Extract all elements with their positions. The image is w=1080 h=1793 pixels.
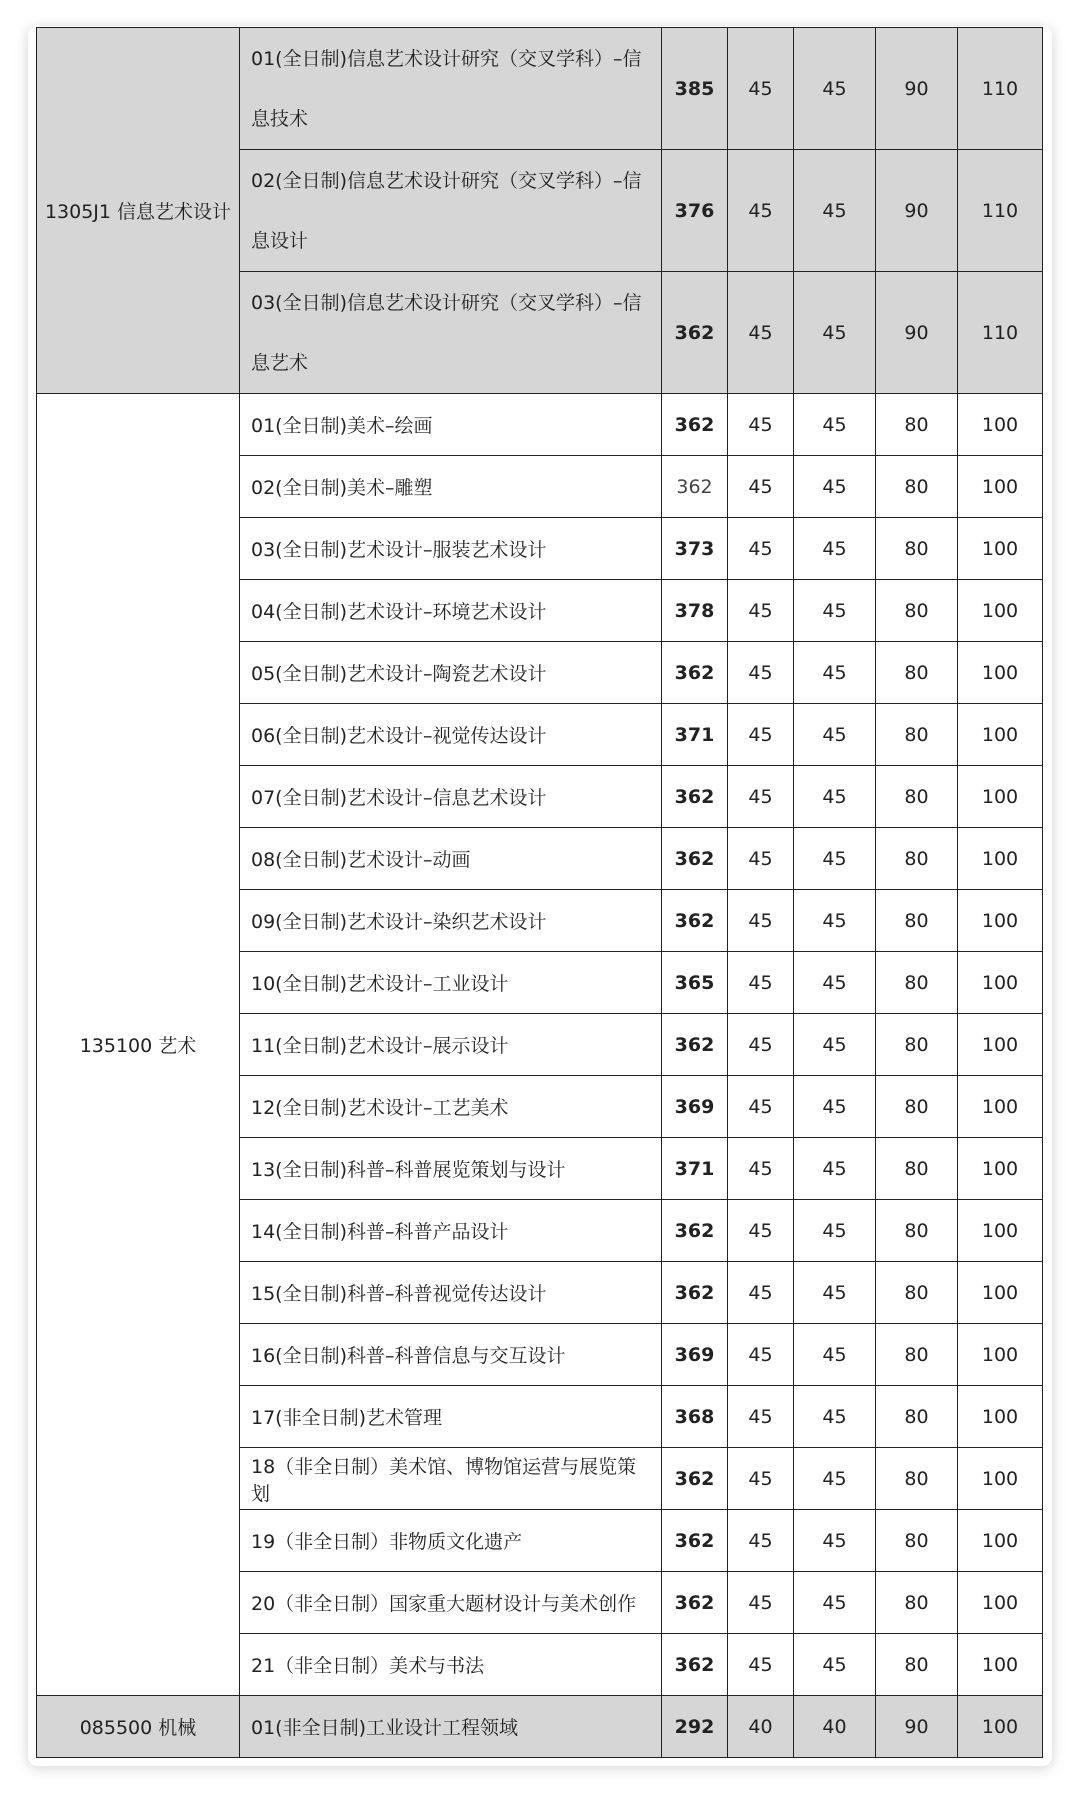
english-score-cell: 45 — [794, 642, 876, 704]
english-score-cell: 45 — [794, 580, 876, 642]
direction-cell: 11(全日制)艺术设计–展示设计 — [240, 1014, 662, 1076]
politics-score-cell: 45 — [728, 1262, 794, 1324]
direction-cell: 03(全日制)信息艺术设计研究（交叉学科）–信息艺术 — [240, 272, 662, 394]
total-score-cell: 292 — [662, 1696, 728, 1758]
direction-cell: 04(全日制)艺术设计–环境艺术设计 — [240, 580, 662, 642]
direction-cell: 01(全日制)美术–绘画 — [240, 394, 662, 456]
english-score-cell: 45 — [794, 1634, 876, 1696]
direction-cell: 03(全日制)艺术设计–服装艺术设计 — [240, 518, 662, 580]
english-score-cell: 45 — [794, 1262, 876, 1324]
direction-cell: 10(全日制)艺术设计–工业设计 — [240, 952, 662, 1014]
direction-cell: 06(全日制)艺术设计–视觉传达设计 — [240, 704, 662, 766]
table-row — [37, 28, 1043, 150]
english-score-cell: 45 — [794, 518, 876, 580]
total-score-cell: 362 — [662, 1572, 728, 1634]
subject2-score-cell: 100 — [958, 394, 1043, 456]
total-score-cell: 368 — [662, 1386, 728, 1448]
direction-cell: 05(全日制)艺术设计–陶瓷艺术设计 — [240, 642, 662, 704]
english-score-cell: 45 — [794, 272, 876, 394]
subject2-score-cell: 100 — [958, 828, 1043, 890]
subject1-score-cell: 80 — [876, 1510, 958, 1572]
english-score-cell: 45 — [794, 1386, 876, 1448]
politics-score-cell: 45 — [728, 518, 794, 580]
table-row — [37, 1696, 1043, 1758]
subject2-score-cell: 100 — [958, 1138, 1043, 1200]
politics-score-cell: 45 — [728, 272, 794, 394]
subject1-score-cell: 80 — [876, 766, 958, 828]
table-body — [37, 28, 1043, 1758]
total-score-cell: 373 — [662, 518, 728, 580]
subject2-score-cell: 100 — [958, 952, 1043, 1014]
politics-score-cell: 45 — [728, 580, 794, 642]
total-score-cell: 362 — [662, 1510, 728, 1572]
english-score-cell: 45 — [794, 150, 876, 272]
subject1-score-cell: 80 — [876, 1572, 958, 1634]
total-score-cell: 371 — [662, 1138, 728, 1200]
direction-cell: 17(非全日制)艺术管理 — [240, 1386, 662, 1448]
subject1-score-cell: 90 — [876, 28, 958, 150]
subject2-score-cell: 100 — [958, 1386, 1043, 1448]
total-score-cell: 362 — [662, 890, 728, 952]
english-score-cell: 45 — [794, 828, 876, 890]
politics-score-cell: 45 — [728, 1448, 794, 1510]
politics-score-cell: 45 — [728, 1572, 794, 1634]
subject2-score-cell: 100 — [958, 1014, 1043, 1076]
direction-cell: 02(全日制)信息艺术设计研究（交叉学科）–信息设计 — [240, 150, 662, 272]
direction-cell: 15(全日制)科普–科普视觉传达设计 — [240, 1262, 662, 1324]
major-cell: 1305J1 信息艺术设计 — [37, 28, 240, 394]
subject1-score-cell: 80 — [876, 1076, 958, 1138]
english-score-cell: 45 — [794, 1200, 876, 1262]
english-score-cell: 45 — [794, 766, 876, 828]
subject2-score-cell: 100 — [958, 1510, 1043, 1572]
subject1-score-cell: 80 — [876, 828, 958, 890]
politics-score-cell: 45 — [728, 952, 794, 1014]
total-score-cell: 362 — [662, 1014, 728, 1076]
politics-score-cell: 40 — [728, 1696, 794, 1758]
total-score-cell: 385 — [662, 28, 728, 150]
subject1-score-cell: 80 — [876, 642, 958, 704]
politics-score-cell: 45 — [728, 766, 794, 828]
subject1-score-cell: 80 — [876, 1386, 958, 1448]
subject1-score-cell: 80 — [876, 1138, 958, 1200]
politics-score-cell: 45 — [728, 28, 794, 150]
subject1-score-cell: 80 — [876, 704, 958, 766]
direction-cell: 02(全日制)美术–雕塑 — [240, 456, 662, 518]
subject1-score-cell: 80 — [876, 1014, 958, 1076]
politics-score-cell: 45 — [728, 1634, 794, 1696]
politics-score-cell: 45 — [728, 150, 794, 272]
english-score-cell: 45 — [794, 704, 876, 766]
subject2-score-cell: 100 — [958, 1634, 1043, 1696]
total-score-cell: 371 — [662, 704, 728, 766]
total-score-cell: 365 — [662, 952, 728, 1014]
subject2-score-cell: 100 — [958, 518, 1043, 580]
direction-cell: 19（非全日制）非物质文化遗产 — [240, 1510, 662, 1572]
politics-score-cell: 45 — [728, 1200, 794, 1262]
direction-cell: 01(全日制)信息艺术设计研究（交叉学科）–信息技术 — [240, 28, 662, 150]
english-score-cell: 45 — [794, 1014, 876, 1076]
english-score-cell: 45 — [794, 1076, 876, 1138]
subject1-score-cell: 80 — [876, 1262, 958, 1324]
total-score-cell: 376 — [662, 150, 728, 272]
direction-cell: 20（非全日制）国家重大题材设计与美术创作 — [240, 1572, 662, 1634]
english-score-cell: 45 — [794, 28, 876, 150]
major-cell: 135100 艺术 — [37, 394, 240, 1696]
politics-score-cell: 45 — [728, 394, 794, 456]
subject1-score-cell: 80 — [876, 580, 958, 642]
direction-cell: 14(全日制)科普–科普产品设计 — [240, 1200, 662, 1262]
politics-score-cell: 45 — [728, 642, 794, 704]
politics-score-cell: 45 — [728, 1324, 794, 1386]
total-score-cell: 362 — [662, 456, 728, 518]
major-cell: 085500 机械 — [37, 1696, 240, 1758]
subject1-score-cell: 80 — [876, 890, 958, 952]
english-score-cell: 45 — [794, 890, 876, 952]
politics-score-cell: 45 — [728, 1076, 794, 1138]
english-score-cell: 45 — [794, 456, 876, 518]
politics-score-cell: 45 — [728, 890, 794, 952]
subject2-score-cell: 100 — [958, 1572, 1043, 1634]
politics-score-cell: 45 — [728, 1138, 794, 1200]
subject1-score-cell: 90 — [876, 150, 958, 272]
direction-cell: 18（非全日制）美术馆、博物馆运营与展览策划 — [240, 1448, 662, 1510]
direction-cell: 01(非全日制)工业设计工程领域 — [240, 1696, 662, 1758]
score-table — [36, 27, 1043, 1758]
subject1-score-cell: 80 — [876, 1448, 958, 1510]
english-score-cell: 40 — [794, 1696, 876, 1758]
subject1-score-cell: 80 — [876, 456, 958, 518]
direction-cell: 09(全日制)艺术设计–染织艺术设计 — [240, 890, 662, 952]
subject1-score-cell: 90 — [876, 1696, 958, 1758]
subject2-score-cell: 100 — [958, 766, 1043, 828]
subject2-score-cell: 100 — [958, 1696, 1043, 1758]
english-score-cell: 45 — [794, 394, 876, 456]
table-row — [37, 394, 1043, 456]
subject1-score-cell: 80 — [876, 1324, 958, 1386]
subject1-score-cell: 90 — [876, 272, 958, 394]
total-score-cell: 362 — [662, 1200, 728, 1262]
subject2-score-cell: 100 — [958, 704, 1043, 766]
subject1-score-cell: 80 — [876, 952, 958, 1014]
english-score-cell: 45 — [794, 1510, 876, 1572]
total-score-cell: 362 — [662, 272, 728, 394]
politics-score-cell: 45 — [728, 1510, 794, 1572]
english-score-cell: 45 — [794, 1448, 876, 1510]
total-score-cell: 362 — [662, 394, 728, 456]
total-score-cell: 362 — [662, 828, 728, 890]
politics-score-cell: 45 — [728, 704, 794, 766]
total-score-cell: 378 — [662, 580, 728, 642]
total-score-cell: 369 — [662, 1076, 728, 1138]
subject2-score-cell: 100 — [958, 890, 1043, 952]
total-score-cell: 362 — [662, 1634, 728, 1696]
subject2-score-cell: 110 — [958, 28, 1043, 150]
subject2-score-cell: 100 — [958, 1448, 1043, 1510]
subject2-score-cell: 100 — [958, 456, 1043, 518]
subject1-score-cell: 80 — [876, 1200, 958, 1262]
subject2-score-cell: 100 — [958, 1076, 1043, 1138]
subject2-score-cell: 100 — [958, 1200, 1043, 1262]
english-score-cell: 45 — [794, 1324, 876, 1386]
politics-score-cell: 45 — [728, 828, 794, 890]
subject2-score-cell: 100 — [958, 1262, 1043, 1324]
subject2-score-cell: 100 — [958, 1324, 1043, 1386]
total-score-cell: 362 — [662, 642, 728, 704]
subject1-score-cell: 80 — [876, 518, 958, 580]
direction-cell: 13(全日制)科普–科普展览策划与设计 — [240, 1138, 662, 1200]
subject2-score-cell: 100 — [958, 642, 1043, 704]
total-score-cell: 362 — [662, 766, 728, 828]
total-score-cell: 369 — [662, 1324, 728, 1386]
direction-cell: 21（非全日制）美术与书法 — [240, 1634, 662, 1696]
direction-cell: 12(全日制)艺术设计–工艺美术 — [240, 1076, 662, 1138]
total-score-cell: 362 — [662, 1448, 728, 1510]
english-score-cell: 45 — [794, 1572, 876, 1634]
direction-cell: 08(全日制)艺术设计–动画 — [240, 828, 662, 890]
politics-score-cell: 45 — [728, 1386, 794, 1448]
english-score-cell: 45 — [794, 952, 876, 1014]
subject2-score-cell: 110 — [958, 150, 1043, 272]
subject2-score-cell: 100 — [958, 580, 1043, 642]
english-score-cell: 45 — [794, 1138, 876, 1200]
politics-score-cell: 45 — [728, 1014, 794, 1076]
subject1-score-cell: 80 — [876, 394, 958, 456]
total-score-cell: 362 — [662, 1262, 728, 1324]
politics-score-cell: 45 — [728, 456, 794, 518]
subject2-score-cell: 110 — [958, 272, 1043, 394]
direction-cell: 16(全日制)科普–科普信息与交互设计 — [240, 1324, 662, 1386]
subject1-score-cell: 80 — [876, 1634, 958, 1696]
direction-cell: 07(全日制)艺术设计–信息艺术设计 — [240, 766, 662, 828]
